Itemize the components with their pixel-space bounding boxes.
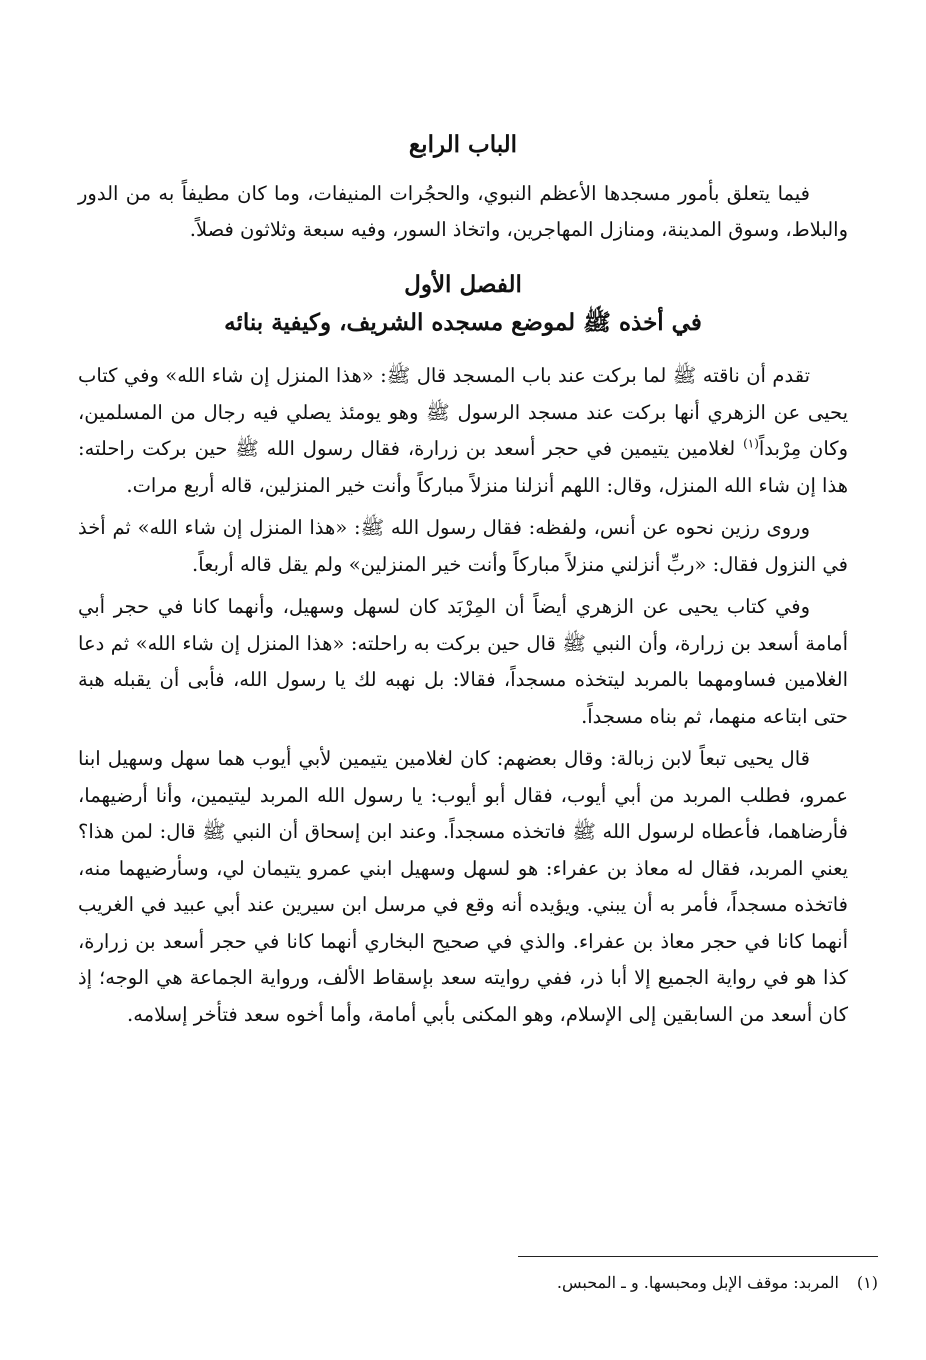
- paragraph-4: قال يحيى تبعاً لابن زبالة: وقال بعضهم: كان لغلامين يتيمين لأبي أيوب هما سهل وسهيل ابنا عمرو، فطلب المربد من أبي أيوب، فقال أبو أيوب: يا رسول الله المربد ليتيمين، وأنا أرضيهما، فأرضاهما، فأعطاه لرسول الله ﷺ فاتخذه مسجداً. وعند ابن إسحاق أن النبي ﷺ قال: لمن هذا؟ يعني المربد، فقال له معاذ بن عفراء: هو لسهل وسهيل ابني عمرو يتيمان لي، وسأرضيهما منه، فاتخذه مسجداً، فأمر به أن يبني. ويؤيده أنه وقع في مرسل ابن سيرين عند أبي عبيد في الغريب أنهما كانا في حجر معاذ بن عفراء. والذي في صحيح البخاري أنهما كانا في حجر أسعد بن زرارة، كذا هو في رواية الجميع إلا أبا ذر، ففي روايته سعد بإسقاط الألف، ورواية الجماعة هي الوجه؛ إذ كان أسعد من السابقين إلى الإسلام، وهو المكنى بأبي أمامة، وأما أخوه سعد فتأخر إسلامه.: [78, 747, 848, 1026]
- footnote-divider: [518, 1256, 878, 1257]
- footnote-number: (١): [856, 1273, 878, 1292]
- footnote: [78, 1270, 878, 1296]
- chapter-intro: فيما يتعلق بأمور مسجدها الأعظم النبوي، والحجُرات المنيفات، وما كان مطيفاً به من الدور والبلاط، وسوق المدينة، ومنازل المهاجرين، واتخاذ السور، وفيه سبعة وثلاثون فصلاً.: [78, 182, 848, 241]
- paragraph-1-text-a: تقدم أن ناقته ﷺ لما بركت عند باب المسجد قال ﷺ: «هذا المنزل إن شاء الله» وفي كتاب يحيى عن الزهري أنها بركت عند مسجد الرسول ﷺ وهو يومئذ يصلي فيه رجال من المسلمين، وكان مِرْبداً: [78, 364, 849, 460]
- section-title: الفصل الأول: [404, 271, 522, 298]
- paragraph-2: وروى رزين نحوه عن أنس، ولفظه: فقال رسول الله ﷺ: «هذا المنزل إن شاء الله» ثم أخذ في النزول فقال: «ربِّ أنزلني منزلاً مباركاً وأنت خير المنزلين» ولم يقل قاله أربعاً.: [78, 516, 848, 576]
- footnote-text: المربد: موقف الإبل ومحبسها. و ـ المحبس.: [556, 1273, 839, 1292]
- paragraph-3: وفي كتاب يحيى عن الزهري أيضاً أن المِرْبَد كان لسهل وسهيل، وأنهما كانا في حجر أبي أمامة أسعد بن زرارة، وأن النبي ﷺ قال حين بركت به راحلته: «هذا المنزل إن شاء الله» ثم دعا الغلامين فساومهما بالمربد ليتخذه مسجداً، فقالا: بل نهبه لك يا رسول الله، فأبى أن يقبله هبة حتى ابتاعه منهما، ثم بناه مسجداً.: [78, 595, 848, 728]
- footnote-reference[interactable]: (١): [743, 436, 759, 451]
- section-subtitle: في أخذه ﷺ لموضع مسجده الشريف، وكيفية بنائه: [224, 309, 702, 336]
- chapter-title: الباب الرابع: [408, 131, 518, 158]
- paragraph-1-text-b: لغلامين يتيمين في حجر أسعد بن زرارة، فقال رسول الله ﷺ حين بركت راحلته: هذا إن شاء الله المنزل، وقال: اللهم أنزلنا منزلاً مباركاً وأنت خير المنزلين، قاله أربع مرات.: [78, 437, 848, 497]
- paragraph-1: [78, 358, 848, 504]
- page-body: [78, 128, 848, 1039]
